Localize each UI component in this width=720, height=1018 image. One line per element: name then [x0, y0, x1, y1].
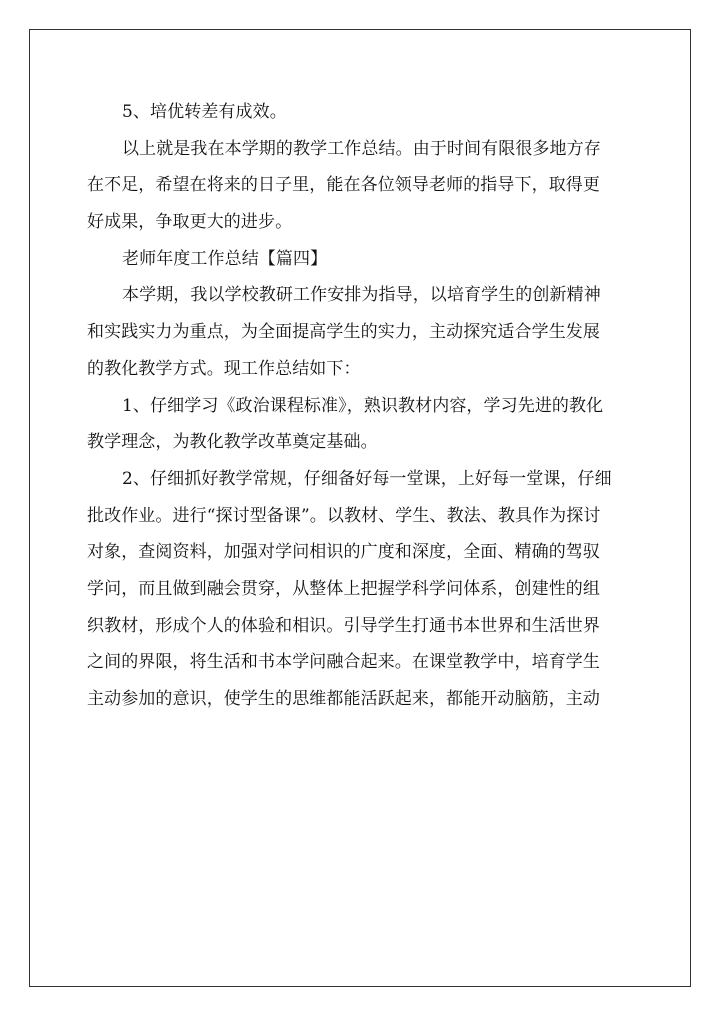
text-line: 教学理念，为教化教学改革奠定基础。 [87, 432, 378, 453]
document-body [87, 94, 635, 718]
text-line: 本学期，我以学校教研工作安排为指导，以培育学生的创新精神 [122, 285, 601, 306]
text-line: 5、培优转差有成效。 [122, 102, 287, 122]
text-line: 在不足，希望在将来的日子里，能在各位领导老师的指导下，取得更 [87, 175, 600, 196]
text-line: 织教材，形成个人的体验和相识。引导学生打通书本世界和生活世界 [87, 615, 600, 636]
paragraph-result-5 [87, 94, 635, 131]
paragraph-item-2 [87, 461, 635, 718]
text-line: 学问，而且做到融会贯穿，从整体上把握学科学问体系，创建性的组 [87, 578, 600, 599]
text-line: 2、仔细抓好教学常规，仔细备好每一堂课，上好每一堂课，仔细 [122, 468, 612, 489]
text-line: 以上就是我在本学期的教学工作总结。由于时间有限很多地方存 [122, 138, 601, 159]
text-line: 主动参加的意识，使学生的思维都能活跃起来，都能开动脑筋，主动 [87, 689, 600, 709]
text-line: 老师年度工作总结【篇四】 [122, 248, 328, 269]
text-line: 对象，查阅资料，加强对学问相识的广度和深度，全面、精确的驾驭 [87, 542, 600, 563]
text-line: 好成果，争取更大的进步。 [87, 212, 293, 233]
text-line: 批改作业。进行“探讨型备课”。以教材、学生、教法、教具作为探讨 [87, 505, 601, 526]
text-line: 的教化教学方式。现工作总结如下： [87, 358, 361, 379]
paragraph-summary-conclusion [87, 131, 635, 241]
text-line: 和实践实力为重点，为全面提高学生的实力，主动探究适合学生发展 [87, 322, 600, 343]
section-heading [87, 241, 635, 278]
text-line: 之间的界限，将生活和书本学问融合起来。在课堂教学中，培育学生 [87, 652, 600, 673]
text-line: 1、仔细学习《政治课程标准》，熟识教材内容，学习先进的教化 [122, 395, 604, 416]
paragraph-item-1 [87, 388, 635, 461]
paragraph-intro [87, 277, 635, 387]
